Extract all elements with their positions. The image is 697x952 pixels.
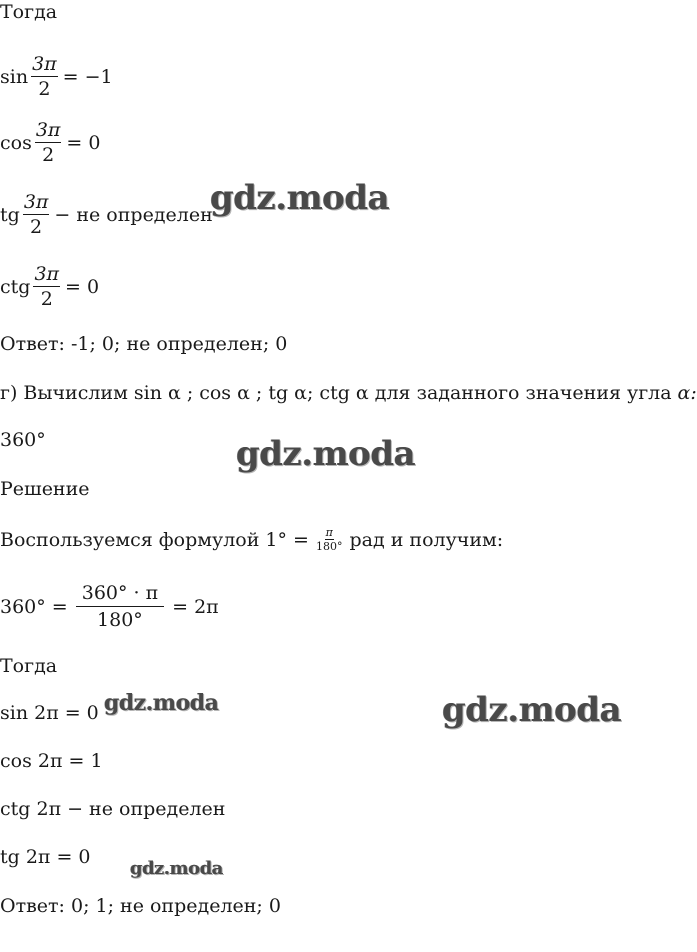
sin-fn: sin <box>0 65 29 88</box>
task-g-alpha: α: <box>677 382 697 404</box>
sin-2pi-line: sin 2π = 0 <box>0 702 99 724</box>
fraction-denominator: 2 <box>42 144 55 166</box>
watermark-logo: gdz.moda <box>130 858 223 879</box>
answer-1: Ответ: -1; 0; не определен; 0 <box>0 333 288 355</box>
tg-fn: tg <box>0 203 20 226</box>
fraction <box>23 190 50 239</box>
fraction <box>33 262 60 311</box>
task-g-statement <box>0 381 697 405</box>
fraction-denominator: 180° <box>315 540 343 553</box>
fraction-numerator: 3π <box>35 119 61 141</box>
fraction-denominator: 180° <box>97 609 143 631</box>
sin-rhs: = −1 <box>62 65 113 88</box>
ctg-3pi-2-line <box>0 262 99 311</box>
watermark-logo: gdz.moda <box>210 178 390 218</box>
conversion-lhs: 360° = <box>0 595 68 618</box>
watermark-logo: gdz.moda <box>104 690 219 716</box>
fraction-denominator: 2 <box>30 216 43 238</box>
fraction <box>31 52 58 101</box>
ctg-rhs: = 0 <box>65 275 100 298</box>
task-g-rest: tg α; ctg α для заданного значения угла <box>268 382 672 404</box>
solution-label: Решение <box>0 478 90 500</box>
fraction-denominator: 2 <box>40 288 53 310</box>
tg-2pi-line: tg 2π = 0 <box>0 846 91 868</box>
answer-2: Ответ: 0; 1; не определен; 0 <box>0 895 281 917</box>
then-label-2: Тогда <box>0 655 58 677</box>
fraction <box>76 580 164 633</box>
conversion-rhs: = 2π <box>172 595 219 618</box>
fraction-numerator: 360° · π <box>76 580 164 607</box>
cos-3pi-2-line <box>0 118 100 167</box>
fraction-numerator: π <box>325 526 333 539</box>
conversion-line <box>0 580 219 633</box>
cos-rhs: = 0 <box>66 131 101 154</box>
formula-prefix: Воспользуемся формулой 1° = <box>0 528 309 551</box>
cos-fn: cos <box>0 131 32 154</box>
then-label-1: Тогда <box>0 1 58 23</box>
task-g-sep1: ; <box>186 382 194 404</box>
watermark-logo: gdz.moda <box>236 434 416 474</box>
ctg-2pi-line: ctg 2π − не определен <box>0 798 226 820</box>
tg-rhs: − не определен <box>54 203 213 226</box>
angle-value: 360° <box>0 429 46 451</box>
cos-2pi-line: cos 2π = 1 <box>0 750 103 772</box>
sin-3pi-2-line <box>0 52 113 101</box>
watermark-logo: gdz.moda <box>442 690 622 730</box>
fraction-numerator: 3π <box>23 191 49 213</box>
ctg-fn: ctg <box>0 275 31 298</box>
tg-3pi-2-line <box>0 190 213 239</box>
fraction <box>315 526 344 553</box>
formula-suffix: рад и получим: <box>349 528 504 551</box>
task-g-sep2: ; <box>255 382 263 404</box>
fraction <box>35 118 62 167</box>
fraction-numerator: 3π <box>34 263 60 285</box>
fraction-numerator: 3π <box>32 53 57 75</box>
fraction-denominator: 2 <box>38 78 51 100</box>
task-g-sin: sin α <box>133 382 181 404</box>
task-g-cos: cos α <box>199 382 250 404</box>
task-g-prefix: г) Вычислим <box>0 382 128 404</box>
formula-line <box>0 526 503 553</box>
